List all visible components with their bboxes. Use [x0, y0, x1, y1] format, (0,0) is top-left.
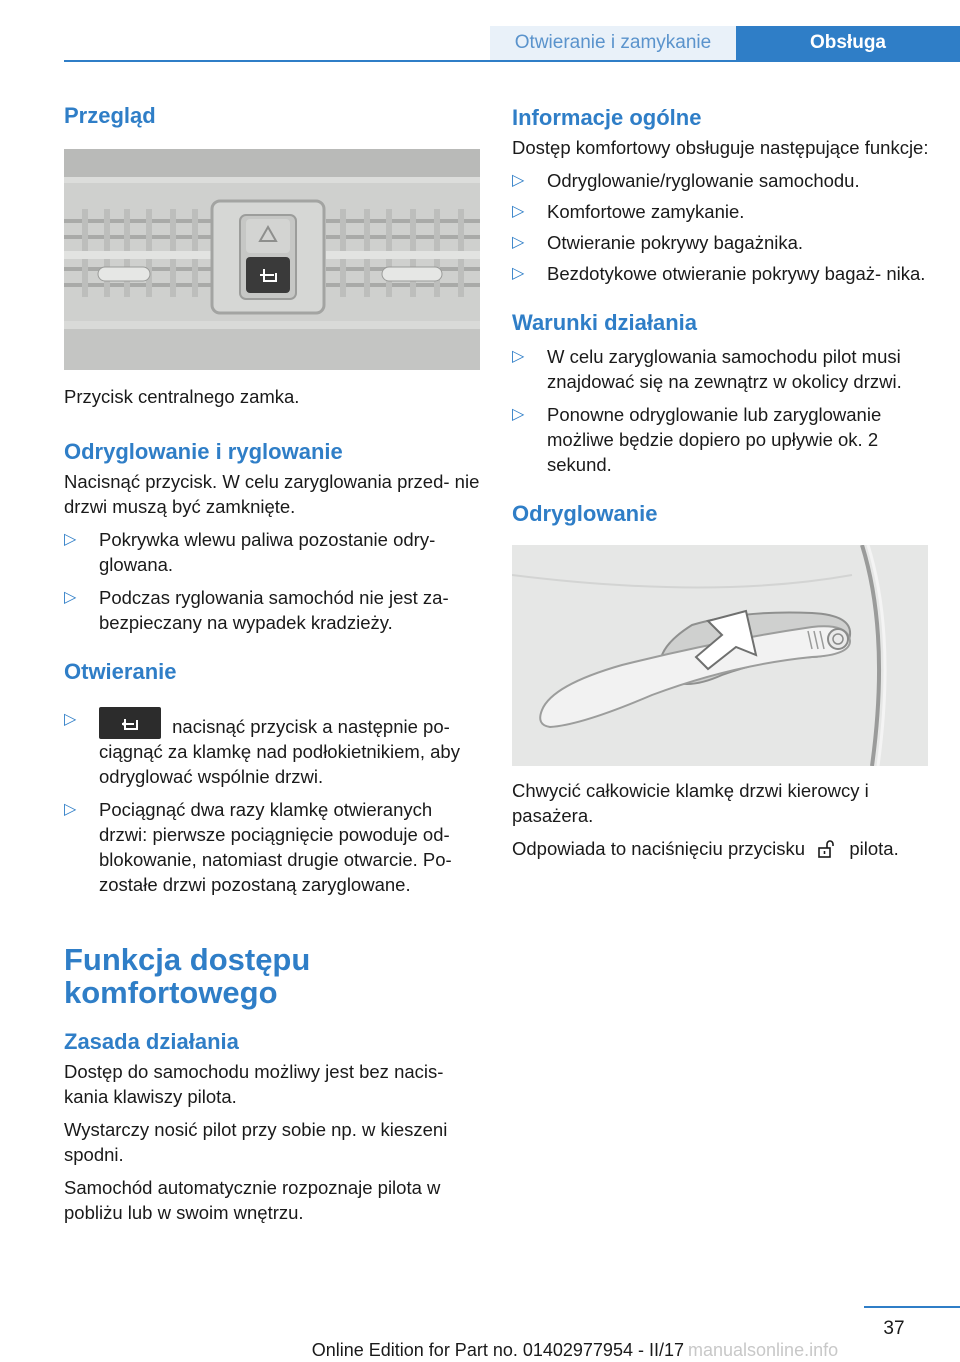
footer-rule [864, 1306, 960, 1308]
conditions-heading: Warunki działania [512, 310, 698, 335]
remote-equivalence-text: Odpowiada to naciśnięciu przycisku pilota. [512, 838, 899, 859]
triangle-right-icon: ▷ [512, 203, 525, 220]
opening-list [64, 707, 480, 897]
open-padlock-icon [810, 839, 844, 859]
triangle-right-icon: ▷ [64, 711, 77, 728]
triangle-right-icon: ▷ [64, 801, 77, 818]
central-lock-button-figure [64, 149, 480, 370]
triangle-right-icon: ▷ [512, 348, 525, 365]
triangle-right-icon: ▷ [512, 265, 525, 282]
list-item: ▷ Pociągnąć dwa razy klamkę otwieranych drzwi: pierwsze pociągnięcie powoduje od- blokowanie, natomiast drugie otwarcie. Po- zostałe drzwi pozostaną zaryglowane. [64, 799, 452, 895]
triangle-right-icon: ▷ [512, 234, 525, 251]
list-item: ▷ Komfortowe zamykanie. [512, 201, 745, 222]
overview-caption: Przycisk centralnego zamka. [64, 386, 300, 407]
unlock-heading: Odryglowanie [512, 501, 658, 526]
door-unlock-icon [99, 707, 161, 739]
list-item: ▷ Bezdotykowe otwieranie pokrywy bagaż- nika. [512, 263, 926, 284]
comfort-access-heading: Funkcja dostępu komfortowego [64, 942, 311, 1010]
page-number: 37 [883, 1318, 905, 1339]
principle-heading: Zasada działania [64, 1029, 239, 1054]
left-column [64, 95, 480, 1225]
general-info-text: Dostęp komfortowy obsługuje następujące funkcje: [512, 137, 929, 158]
triangle-right-icon: ▷ [64, 531, 77, 548]
door-handle-figure [512, 545, 928, 766]
list-item: ▷ nacisnąć przycisk a następnie po- ciągnąć za klamkę nad podłokietnikiem, aby odryglować wspólnie drzwi. [64, 707, 480, 789]
list-item: ▷ Podczas ryglowania samochód nie jest za- bezpieczany na wypadek kradzieży. [64, 587, 449, 633]
list-item: ▷ Ponowne odryglowanie lub zaryglowanie możliwe będzie dopiero po upływie ok. 2 sekund. [512, 404, 882, 475]
list-item: ▷ Pokrywka wlewu paliwa pozostanie odry- glowana. [64, 529, 436, 575]
triangle-right-icon: ▷ [64, 589, 77, 606]
unlock-caption: Chwycić całkowicie klamkę drzwi kierowcy i pasażera. [512, 780, 869, 826]
overview-heading: Przegląd [64, 103, 156, 128]
principle-paragraph: Dostęp do samochodu możliwy jest bez nacis- kania klawiszy pilota. [64, 1061, 444, 1107]
triangle-right-icon: ▷ [512, 172, 525, 189]
opening-heading: Otwieranie [64, 659, 177, 684]
general-info-list [512, 168, 930, 286]
general-info-heading: Informacje ogólne [512, 105, 702, 130]
edition-line: Online Edition for Part no. 01402977954 - II/17 [311, 1340, 684, 1360]
triangle-right-icon: ▷ [512, 406, 525, 423]
breadcrumb[interactable]: Otwieranie i zamykanie [490, 26, 736, 60]
unlock-lock-heading: Odryglowanie i ryglowanie [64, 439, 343, 464]
section-tab[interactable]: Obsługa [736, 26, 960, 62]
unlock-lock-list [64, 527, 480, 635]
unlock-lock-text: Nacisnąć przycisk. W celu zaryglowania przed- nie drzwi muszą być zamknięte. [64, 471, 480, 517]
conditions-list [512, 344, 930, 477]
list-item: ▷ Odryglowanie/ryglowanie samochodu. [512, 170, 860, 191]
principle-paragraph: Wystarczy nosić pilot przy sobie np. w kieszeni spodni. [64, 1119, 448, 1165]
list-item: ▷ W celu zaryglowania samochodu pilot musi znajdować się na zewnątrz w okolicy drzwi. [512, 346, 902, 392]
header-rule [64, 60, 960, 62]
right-column [512, 95, 930, 861]
principle-paragraph: Samochód automatycznie rozpoznaje pilota w pobliżu lub w swoim wnętrzu. [64, 1177, 441, 1223]
list-item: ▷ Otwieranie pokrywy bagażnika. [512, 232, 804, 253]
watermark: manualsonline.info [688, 1340, 839, 1360]
